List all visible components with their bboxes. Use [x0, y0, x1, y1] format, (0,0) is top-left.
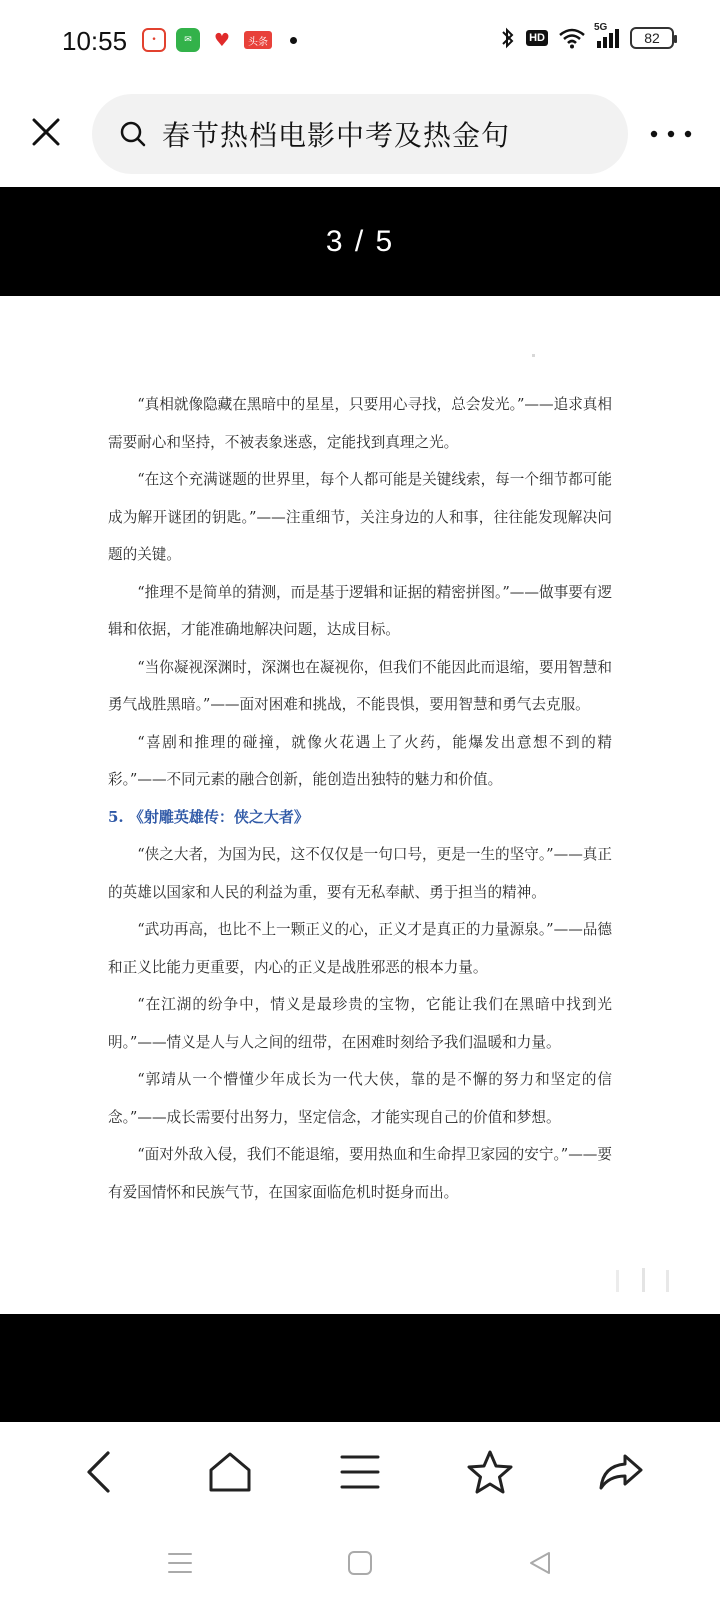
message-app-icon: ✉ [176, 28, 200, 52]
quote-paragraph: “在这个充满谜题的世界里，每个人都可能是关键线索，每一个细节都可能成为解开谜团的钥匙。”——注重细节，关注身边的人和事，往往能发现解决问题的关键。 [108, 471, 612, 563]
search-header [0, 84, 720, 187]
more-dots-icon [649, 129, 693, 139]
image-viewer-footer [0, 1314, 720, 1422]
home-button[interactable] [200, 1442, 260, 1502]
square-icon [347, 1550, 373, 1576]
image-viewer-header [0, 187, 720, 296]
wifi-icon [558, 26, 586, 50]
quote-paragraph: “武功再高，也比不上一颗正义的心，正义才是真正的力量源泉。”——品德和正义比能力更重要，内心的正义是战胜邪恶的根本力量。 [108, 921, 612, 976]
cellular-signal-icon [594, 22, 620, 50]
quote-paragraph: “侠之大者，为国为民，这不仅仅是一句口号，更是一生的坚守。”——真正的英雄以国家和人民的利益为重，要有无私奉献、勇于担当的精神。 [108, 846, 612, 901]
search-icon [118, 119, 148, 149]
share-button[interactable] [591, 1442, 651, 1502]
scan-artifact [612, 1266, 692, 1296]
quote-paragraph: “郭靖从一个懵懂少年成长为一代大侠，靠的是不懈的努力和坚定的信念。”——成长需要付出努力，坚定信念，才能实现自己的价值和梦想。 [108, 1071, 612, 1126]
search-input[interactable] [92, 94, 628, 174]
status-bar [0, 0, 720, 84]
recents-icon [167, 1551, 193, 1575]
bottom-toolbar [0, 1422, 720, 1522]
section-heading: 5. 《射雕英雄传：侠之大者》 [108, 807, 309, 826]
battery-icon [630, 27, 674, 49]
quote-paragraph: “在江湖的纷争中，情义是最珍贵的宝物，它能让我们在黑暗中找到光明。”——情义是人与人之间的纽带，在困难时刻给予我们温暖和力量。 [108, 996, 612, 1051]
quote-paragraph: “面对外敌入侵，我们不能退缩，要用热血和生命捍卫家园的安宁。”——要有爱国情怀和民族气节，在国家面临危机时挺身而出。 [108, 1146, 612, 1201]
close-button[interactable] [26, 112, 66, 152]
bluetooth-icon [500, 26, 516, 50]
favorite-button[interactable] [460, 1442, 520, 1502]
more-options-button[interactable] [646, 114, 696, 154]
star-icon [466, 1449, 514, 1495]
quote-paragraph: “当你凝视深渊时，深渊也在凝视你，但我们不能因此而退缩，要用智慧和勇气战胜黑暗。”——面对困难和挑战，不能畏惧，要用智慧和勇气去克服。 [108, 658, 612, 713]
document-text [108, 386, 612, 1211]
search-query: 春节热档电影中考及热金句 [162, 119, 511, 152]
status-time: 10:55 [62, 26, 128, 56]
hd-label: HD [526, 30, 548, 46]
share-icon [597, 1452, 645, 1492]
heart-app-icon: ♥ [210, 28, 234, 52]
toutiao-app-icon: 头条 [244, 31, 272, 49]
scan-speck [532, 354, 535, 357]
menu-button[interactable] [330, 1442, 390, 1502]
quote-paragraph: “喜剧和推理的碰撞，就像火花遇上了火药，能爆发出意想不到的精彩。”——不同元素的融合创新，能创造出独特的魅力和价值。 [108, 733, 612, 788]
system-back-button[interactable] [520, 1543, 560, 1583]
quote-paragraph: “真相就像隐藏在黑暗中的星星，只要用心寻找，总会发光。”——追求真相需要耐心和坚持，不被表象迷惑，定能找到真理之光。 [108, 396, 612, 451]
document-image[interactable] [0, 296, 720, 1314]
app-notification-icon: • [142, 28, 166, 52]
recent-apps-button[interactable] [160, 1543, 200, 1583]
chevron-left-icon [84, 1450, 114, 1494]
home-icon [207, 1450, 253, 1494]
quote-paragraph: “推理不是简单的猜测，而是基于逻辑和证据的精密拼图。”——做事要有逻辑和依据，才能准确地解决问题，达成目标。 [108, 583, 612, 638]
page-counter: 3 / 5 [325, 224, 395, 258]
more-notifications-icon [290, 37, 297, 44]
hd-icon [526, 26, 548, 50]
menu-icon [339, 1452, 381, 1492]
system-home-button[interactable] [340, 1543, 380, 1583]
triangle-back-icon [527, 1550, 553, 1576]
system-navigation-bar [0, 1522, 720, 1604]
battery-level: 82 [644, 30, 660, 46]
notification-icons [142, 28, 297, 52]
network-type-label: 5G [594, 22, 608, 33]
status-indicators [500, 22, 674, 50]
back-button[interactable] [69, 1442, 129, 1502]
close-icon [30, 116, 62, 148]
